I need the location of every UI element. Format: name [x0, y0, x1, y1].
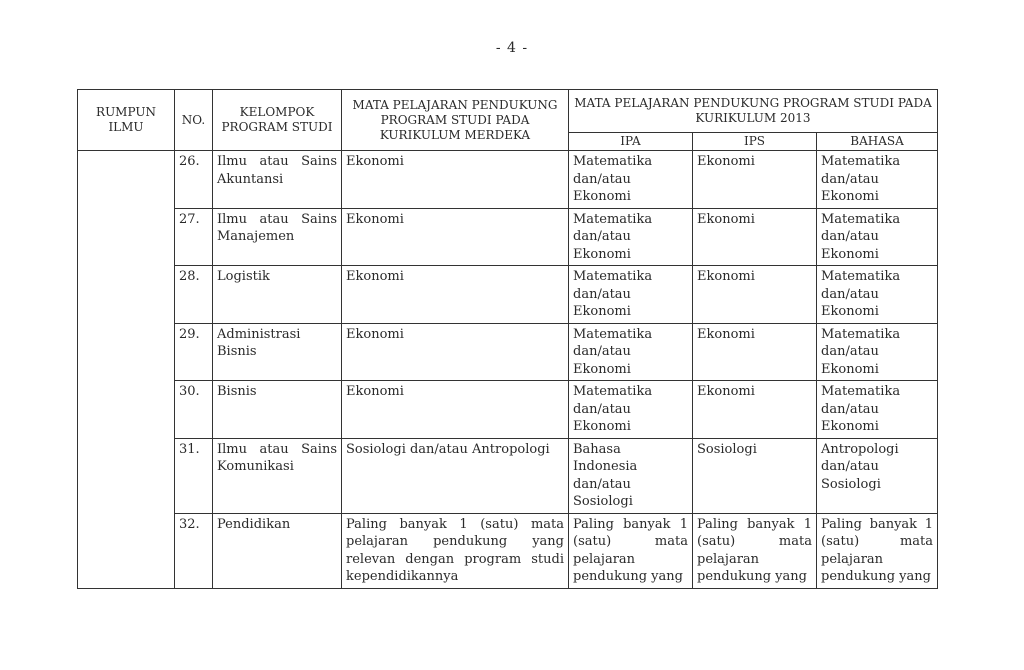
header-bahasa: BAHASA: [817, 133, 938, 151]
cell-kelompok: Bisnis: [213, 381, 342, 439]
cell-kelompok: Pendidikan: [213, 513, 342, 588]
cell-ipa: Bahasa Indonesia dan/atau Sosiologi: [569, 438, 693, 513]
cell-no: 29.: [175, 323, 213, 381]
cell-bahasa: Matematika dan/atau Ekonomi: [817, 323, 938, 381]
cell-no: 30.: [175, 381, 213, 439]
cell-no: 28.: [175, 266, 213, 324]
cell-kelompok: Administrasi Bisnis: [213, 323, 342, 381]
cell-no: 31.: [175, 438, 213, 513]
cell-bahasa: Matematika dan/atau Ekonomi: [817, 208, 938, 266]
cell-no: 32.: [175, 513, 213, 588]
cell-ipa: Matematika dan/atau Ekonomi: [569, 323, 693, 381]
cell-no: 26.: [175, 151, 213, 209]
cell-ipa: Matematika dan/atau Ekonomi: [569, 151, 693, 209]
cell-kelompok: Ilmu atau Sains Manajemen: [213, 208, 342, 266]
cell-merdeka: Ekonomi: [342, 323, 569, 381]
cell-kelompok: Ilmu atau Sains Akuntansi: [213, 151, 342, 209]
cell-bahasa: Paling banyak 1 (satu) mata pelajaran pendukung yang: [817, 513, 938, 588]
cell-merdeka: Ekonomi: [342, 381, 569, 439]
table-row: [78, 438, 938, 513]
header-kurikulum-merdeka: MATA PELAJARAN PENDUKUNG PROGRAM STUDI PADA KURIKULUM MERDEKA: [342, 90, 569, 151]
cell-kelompok: Logistik: [213, 266, 342, 324]
rumpun-cell: [78, 151, 175, 589]
cell-merdeka: Ekonomi: [342, 151, 569, 209]
table-row: [78, 151, 938, 209]
cell-merdeka: Paling banyak 1 (satu) mata pelajaran pendukung yang relevan dengan program studi kependidikannya: [342, 513, 569, 588]
cell-bahasa: Matematika dan/atau Ekonomi: [817, 381, 938, 439]
cell-bahasa: Matematika dan/atau Ekonomi: [817, 151, 938, 209]
cell-ips: Sosiologi: [693, 438, 817, 513]
page-number: - 4 -: [495, 40, 529, 56]
header-rumpun: RUMPUN ILMU: [78, 90, 175, 151]
table-row: [78, 323, 938, 381]
cell-no: 27.: [175, 208, 213, 266]
cell-ipa: Paling banyak 1 (satu) mata pelajaran pendukung yang: [569, 513, 693, 588]
cell-ipa: Matematika dan/atau Ekonomi: [569, 266, 693, 324]
cell-ips: Ekonomi: [693, 208, 817, 266]
cell-ips: Ekonomi: [693, 266, 817, 324]
header-no: NO.: [175, 90, 213, 151]
header-ipa: IPA: [569, 133, 693, 151]
table-row: [78, 208, 938, 266]
table-row: [78, 513, 938, 588]
header-kurikulum-2013: MATA PELAJARAN PENDUKUNG PROGRAM STUDI PADA KURIKULUM 2013: [569, 90, 938, 133]
cell-merdeka: Ekonomi: [342, 266, 569, 324]
cell-merdeka: Ekonomi: [342, 208, 569, 266]
table-row: [78, 266, 938, 324]
cell-ipa: Matematika dan/atau Ekonomi: [569, 208, 693, 266]
cell-ips: Ekonomi: [693, 323, 817, 381]
cell-ips: Paling banyak 1 (satu) mata pelajaran pendukung yang: [693, 513, 817, 588]
header-kelompok: KELOMPOK PROGRAM STUDI: [213, 90, 342, 151]
cell-kelompok: Ilmu atau Sains Komunikasi: [213, 438, 342, 513]
subject-table: [77, 89, 938, 589]
cell-bahasa: Matematika dan/atau Ekonomi: [817, 266, 938, 324]
cell-bahasa: Antropologi dan/atau Sosiologi: [817, 438, 938, 513]
cell-ips: Ekonomi: [693, 151, 817, 209]
header-ips: IPS: [693, 133, 817, 151]
cell-ipa: Matematika dan/atau Ekonomi: [569, 381, 693, 439]
cell-ips: Ekonomi: [693, 381, 817, 439]
table-row: [78, 381, 938, 439]
cell-merdeka: Sosiologi dan/atau Antropologi: [342, 438, 569, 513]
